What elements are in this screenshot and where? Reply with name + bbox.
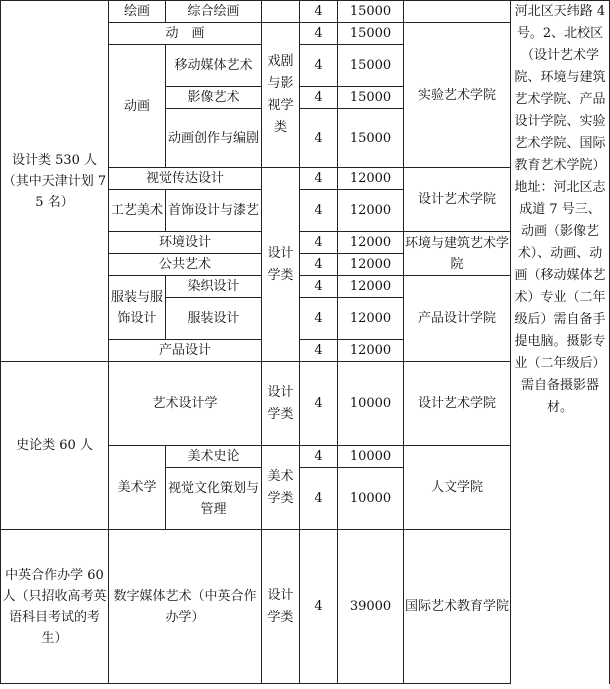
years-cell: 4 — [300, 109, 338, 168]
direction-cell: 影像艺术 — [166, 87, 262, 109]
years-cell: 4 — [300, 468, 338, 530]
direction-cell: 染织设计 — [166, 276, 262, 298]
years-cell: 4 — [300, 254, 338, 276]
subject-design: 设计学类 — [262, 168, 300, 362]
direction-cell: 首饰设计与漆艺 — [166, 190, 262, 232]
major-cell: 绘画 — [109, 1, 166, 23]
group-fashion: 服装与服饰设计 — [109, 276, 166, 340]
fee-cell: 15000 — [338, 1, 404, 23]
college-blank — [404, 1, 511, 23]
major-cell: 产品设计 — [109, 340, 262, 362]
years-cell: 4 — [300, 530, 338, 684]
direction-cell: 移动媒体艺术 — [166, 45, 262, 87]
direction-cell: 视觉文化策划与管理 — [166, 468, 262, 530]
years-cell: 4 — [300, 168, 338, 190]
years-cell: 4 — [300, 232, 338, 254]
category-theory: 史论类 60 人 — [1, 362, 109, 530]
years-cell: 4 — [300, 87, 338, 109]
fee-cell: 10000 — [338, 468, 404, 530]
direction-cell: 综合绘画 — [166, 1, 262, 23]
direction-cell: 美术史论 — [166, 446, 262, 468]
fee-cell: 10000 — [338, 446, 404, 468]
years-cell: 4 — [300, 340, 338, 362]
fee-cell: 12000 — [338, 168, 404, 190]
major-cell: 艺术设计学 — [109, 362, 262, 446]
fee-cell: 12000 — [338, 340, 404, 362]
direction-cell: 服装设计 — [166, 298, 262, 340]
group-craft: 工艺美术 — [109, 190, 166, 232]
fee-cell: 15000 — [338, 109, 404, 168]
college-design: 设计艺术学院 — [404, 168, 511, 232]
college-design-2: 设计艺术学院 — [404, 362, 511, 446]
years-cell: 4 — [300, 362, 338, 446]
group-animation: 动画 — [109, 45, 166, 168]
years-cell: 4 — [300, 23, 338, 45]
fee-cell: 15000 — [338, 45, 404, 87]
fee-cell: 10000 — [338, 362, 404, 446]
major-cell: 环境设计 — [109, 232, 262, 254]
fee-cell: 12000 — [338, 298, 404, 340]
group-fine-arts: 美术学 — [109, 446, 166, 530]
college-environment: 环境与建筑艺术学院 — [404, 232, 511, 276]
college-product: 产品设计学院 — [404, 276, 511, 362]
fee-cell: 15000 — [338, 23, 404, 45]
fee-cell: 12000 — [338, 190, 404, 232]
notes-column: 河北区天纬路 4 号。2、北校区（设计艺术学院、环境与建筑艺术学院、产品设计学院、实验艺术学院、国际教育艺术学院）地址：河北区志成道 7 号三、动画（影像艺术）、动画、动画（移动媒体艺术）专业（二年级后）需自备手提电脑。摄影专业（二年级后）需自备摄影器材。 — [511, 1, 610, 684]
years-cell: 4 — [300, 298, 338, 340]
category-cooperative: 中英合作办学 60 人（只招收高考英语科目考试的考生） — [1, 530, 109, 684]
major-cell: 数字媒体艺术（中英合作办学） — [109, 530, 262, 684]
fee-cell: 12000 — [338, 254, 404, 276]
fee-cell: 12000 — [338, 232, 404, 254]
major-cell: 视觉传达设计 — [109, 168, 262, 190]
years-cell: 4 — [300, 190, 338, 232]
fee-cell: 39000 — [338, 530, 404, 684]
college-humanities: 人文学院 — [404, 446, 511, 530]
subject-fine-arts: 美术学类 — [262, 446, 300, 530]
subject-design-single: 设计学类 — [262, 362, 300, 446]
major-cell: 公共艺术 — [109, 254, 262, 276]
college-international: 国际艺术教育学院 — [404, 530, 511, 684]
years-cell: 4 — [300, 446, 338, 468]
years-cell: 4 — [300, 276, 338, 298]
years-cell: 4 — [300, 45, 338, 87]
major-cell: 动 画 — [109, 23, 262, 45]
fee-cell: 15000 — [338, 87, 404, 109]
college-experimental: 实验艺术学院 — [404, 23, 511, 168]
table-row — [1, 1, 610, 23]
years-cell: 4 — [300, 1, 338, 23]
subject-drama: 戏剧与影视学类 — [262, 23, 300, 168]
category-design: 设计类 530 人（其中天津计划 75 名） — [1, 1, 109, 362]
subject-blank — [262, 1, 300, 23]
fee-cell: 12000 — [338, 276, 404, 298]
direction-cell: 动画创作与编剧 — [166, 109, 262, 168]
subject-design-coop: 设计学类 — [262, 530, 300, 684]
